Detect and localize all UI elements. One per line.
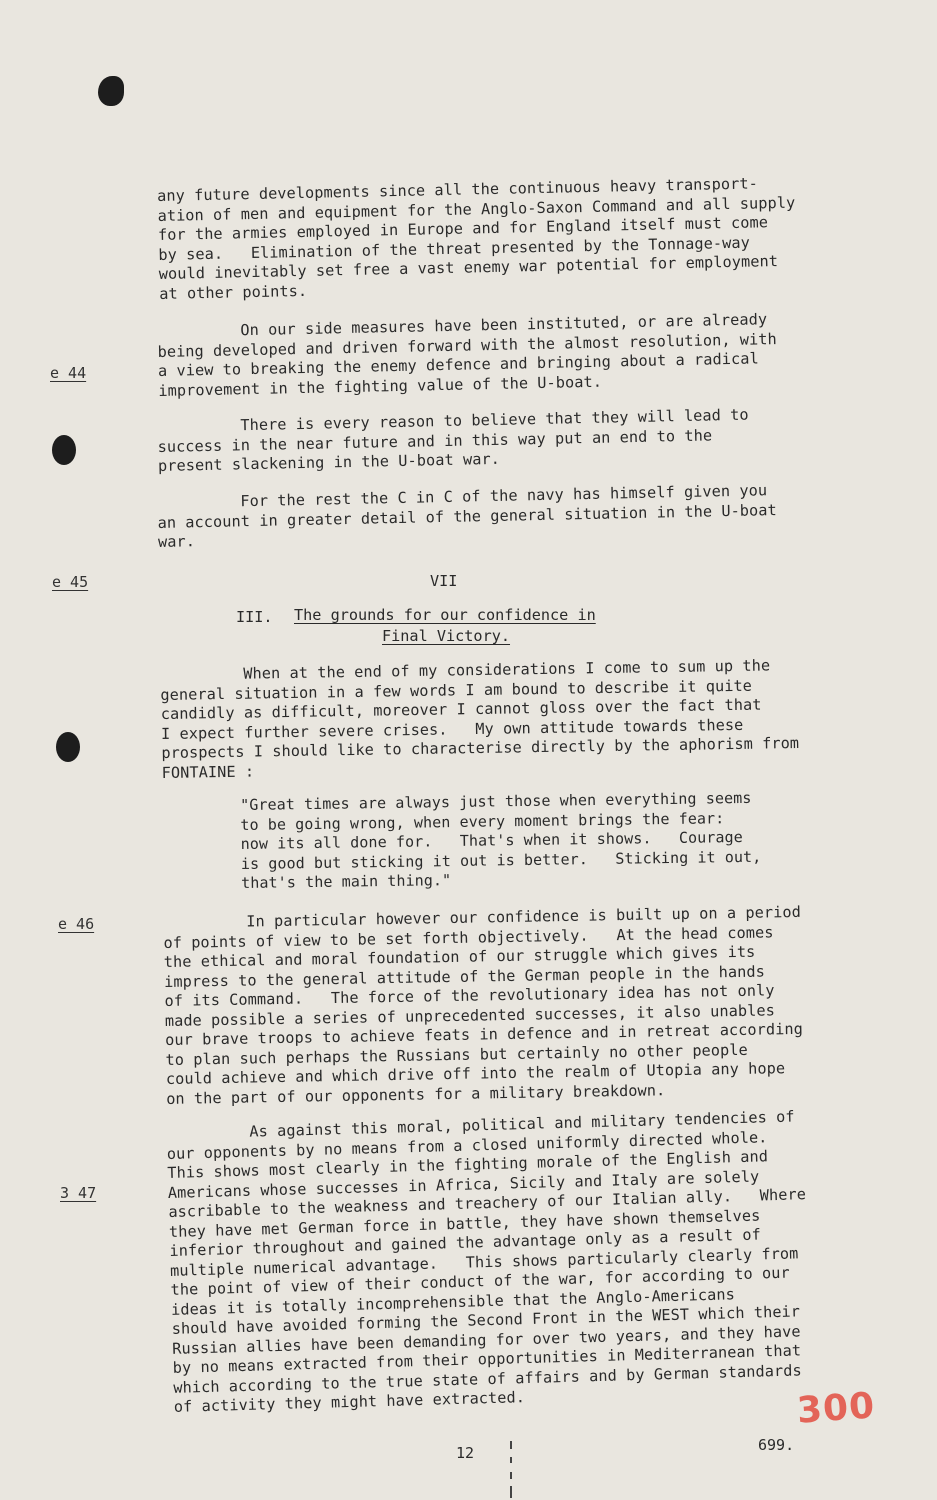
margin-ref-45: e 45 <box>52 573 89 591</box>
margin-tick-3 <box>510 1472 512 1479</box>
section-roman-numeral: VII <box>430 572 458 590</box>
punch-hole-2 <box>56 732 80 762</box>
paragraph-2: On our side measures have been instituted, or are already being developed and driven forward with the almost resolution, with a view to breaking the enemy defence and bringing about a radical improvement in the fighting value of the U-boat. <box>157 310 777 400</box>
margin-ref-44: e 44 <box>50 364 87 382</box>
paragraph-5: When at the end of my considerations I come to sum up the general situation in a few words I am bound to describe it quite candidly as difficult, moreover I cannot gloss over the fact that I expect further severe crises. My own attitude towards these prospects I should like to characterise directly by the aphorism from FONTAINE : <box>160 656 800 782</box>
paragraph-3: There is every reason to believe that they will lead to success in the near future and in this way put an end to the present slackening in the U-boat war. <box>157 405 749 475</box>
margin-tick-2 <box>510 1457 512 1463</box>
margin-ref-47: 3 47 <box>60 1184 97 1202</box>
margin-ref-46: e 46 <box>58 915 95 933</box>
section-title-line2: Final Victory. <box>382 627 511 645</box>
punch-hole-top <box>98 76 124 106</box>
margin-tick-4 <box>510 1486 512 1498</box>
paragraph-6: In particular however our confidence is built up on a period of points of view to be set forth objectively. At the head comes the ethical and moral foundation of our struggle which gives its impress to the general attitude of the German people in the hands of its Command. The force of the revolutionary idea has not only made possible a series of unprecedented successes, it also unables our brave troops to achieve feats in defence and in retreat according to plan such perhaps the Russians but certainly no other people could achieve and which drive off into the realm of Utopia any hope on the part of our opponents for a military breakdown. <box>163 902 804 1108</box>
margin-tick-1 <box>510 1441 512 1449</box>
fontaine-quote: "Great times are always just those when everything seems to be going wrong, when every moment brings the fear: now its all done for. That's when it shows. Courage is good but sticking it out is better. Sticking it out, that's the main thing." <box>240 788 762 892</box>
section-title-line1: The grounds for our confidence in <box>294 606 596 624</box>
paragraph-7: As against this moral, political and military tendencies of our opponents by no means from a closed uniformly directed whole. This shows most clearly in the fighting morale of the English and Americans whose successes in Africa, Sicily and Italy are solely ascribable to the weakness and treachery of our Italian ally. Where they have met German force in battle, they have shown themselves inferior throughout and gained the advantage only as a result of multiple numerical advantage. This shows particularly clearly from the point of view of their conduct of the war, for according to our ideas it is totally incomprehensible that the Anglo-Americans should have avoided forming the Second Front in the WEST which their Russian allies have been demanding for over two years, and they have by no means extracted from their opportunities in Mediterranean that which according to the true state of affairs and by German standards of activity they might have extracted. <box>166 1107 807 1416</box>
section-number: III. <box>236 608 273 626</box>
document-number: 699. <box>758 1436 795 1454</box>
red-page-stamp: 300 <box>795 1385 877 1432</box>
punch-hole-1 <box>52 435 76 465</box>
paragraph-1: any future developments since all the continuous heavy transport- ation of men and equipment for the Anglo-Saxon Command and all supply for the armies employed in Europe and for England itself must come by sea. Elimination of the threat presented by the Tonnage-way would inevitably set free a vast enemy war potential for employment at other points. <box>157 174 796 303</box>
paragraph-4: For the rest the C in C of the navy has himself given you an account in greater detail of the general situation in the U-boat war. <box>157 481 777 551</box>
page-number: 12 <box>456 1444 475 1462</box>
